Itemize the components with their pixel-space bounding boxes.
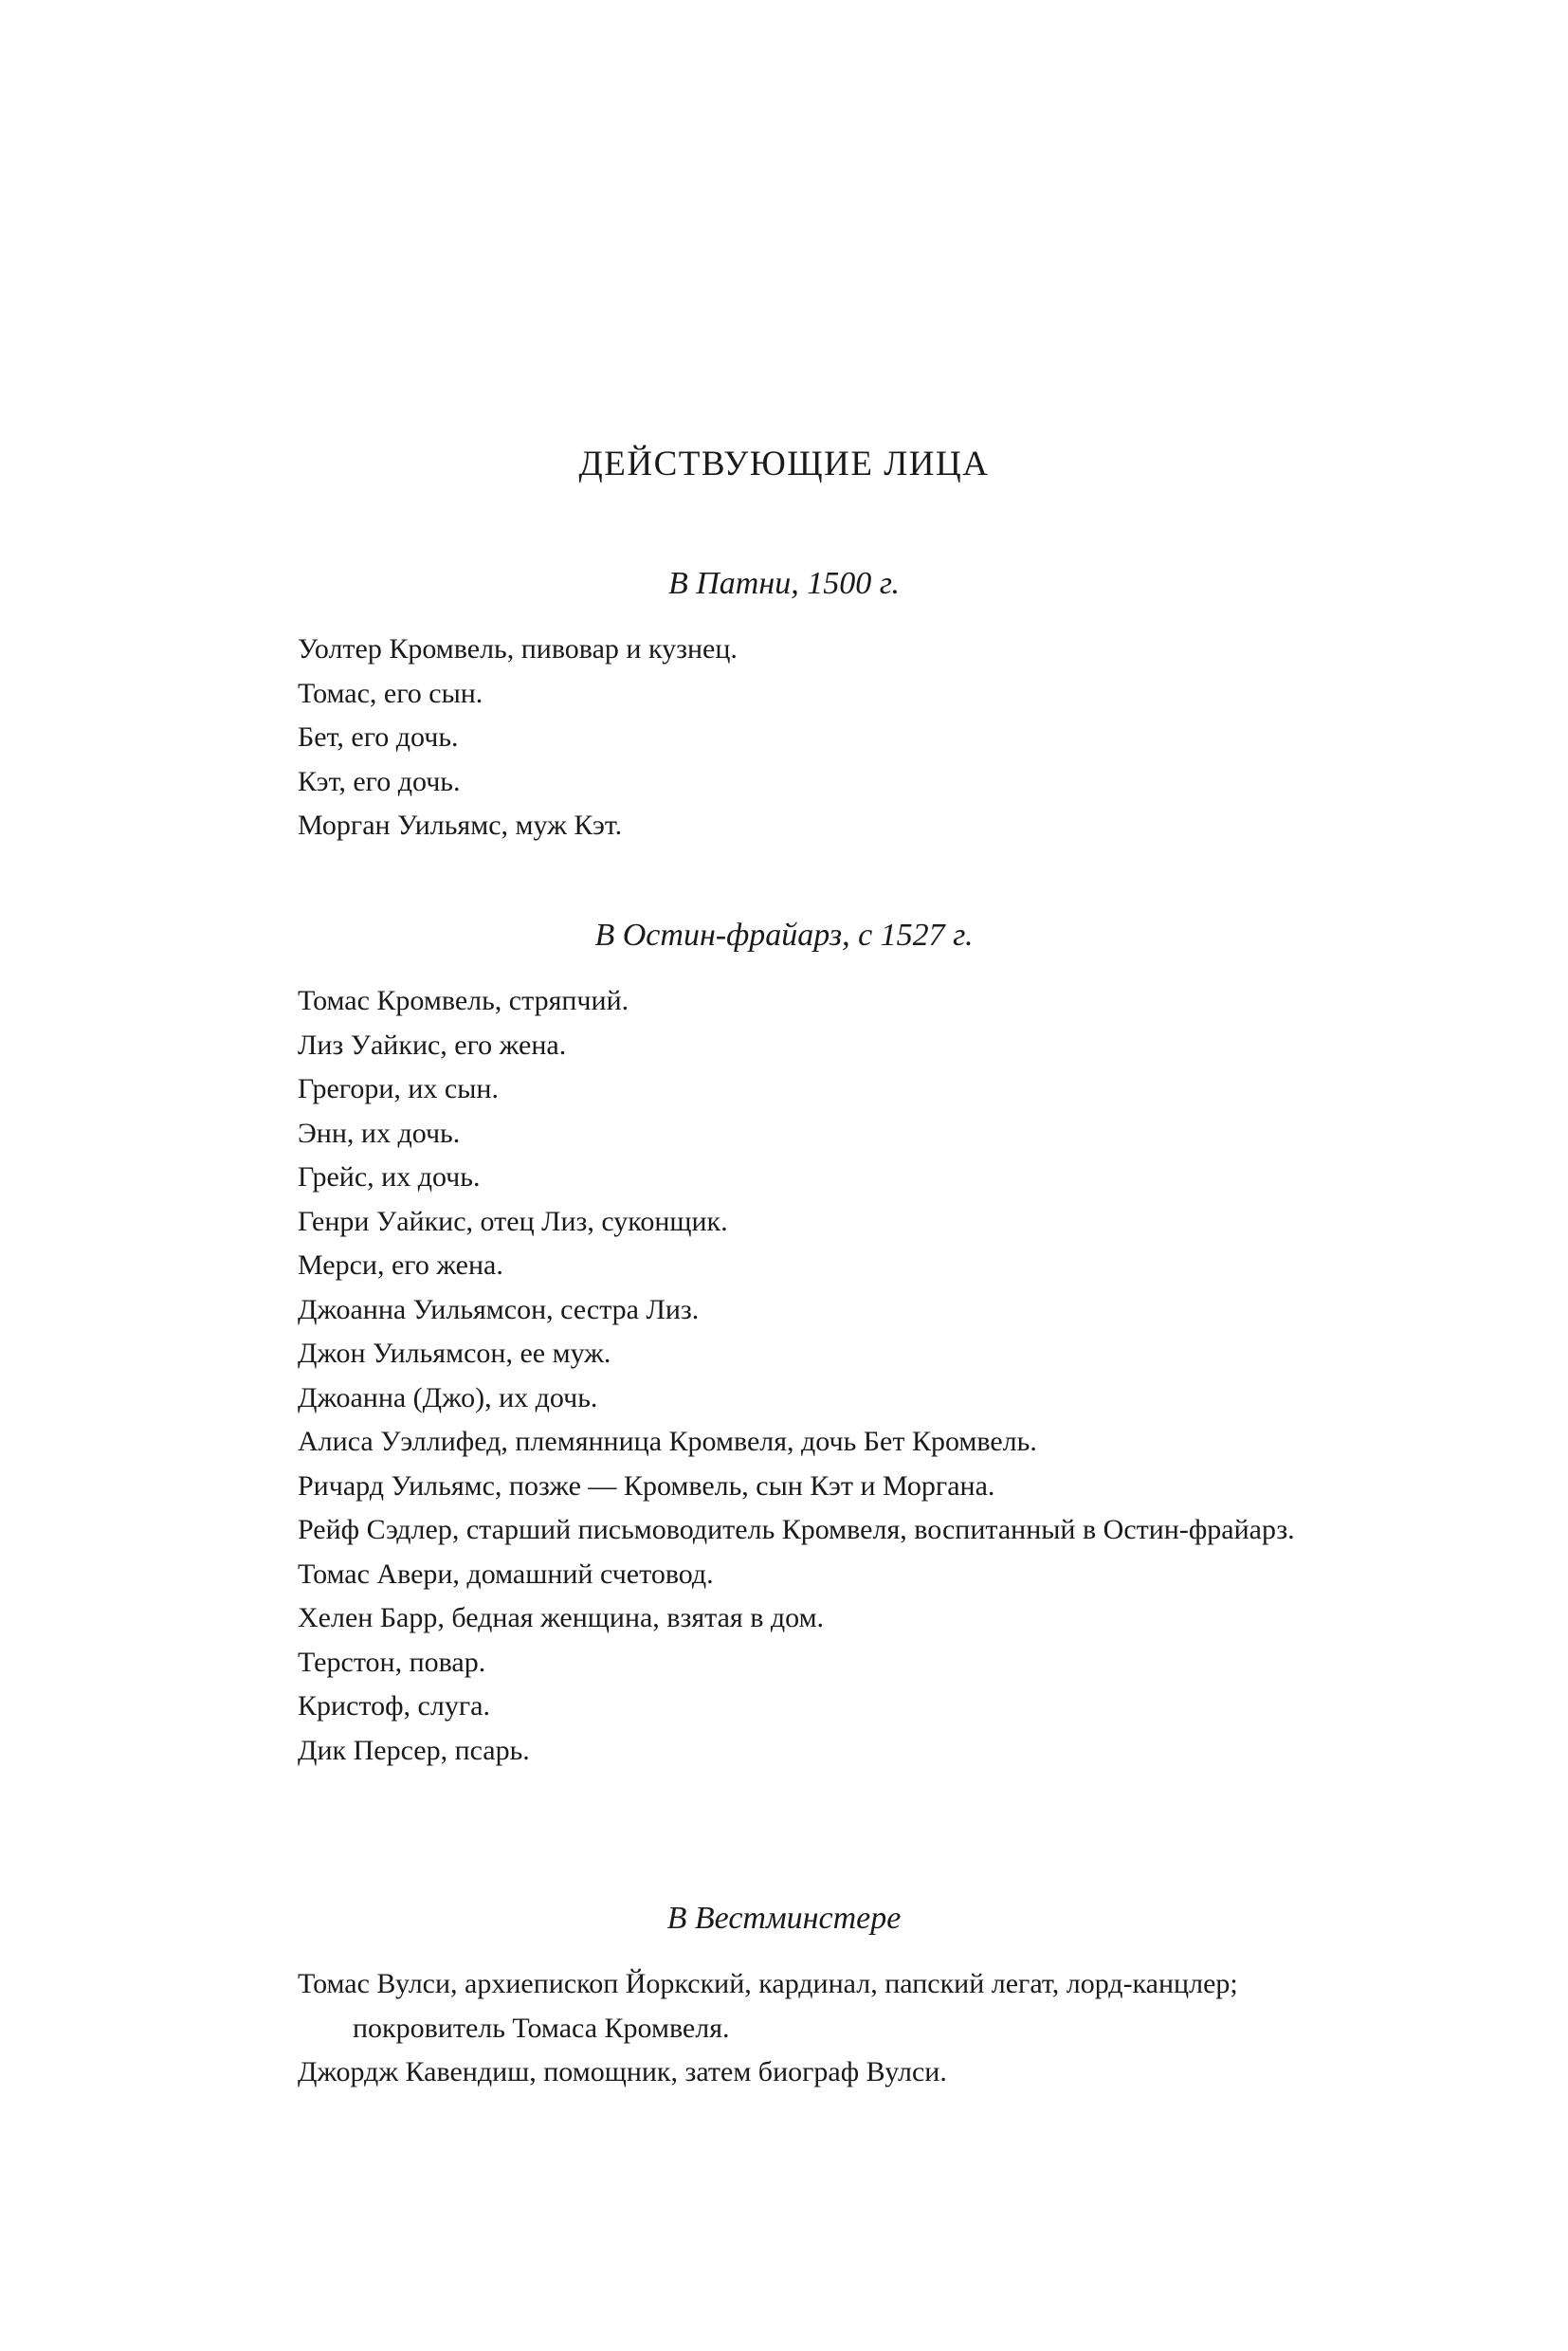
- character-list-austin-friars: [298, 979, 1359, 1773]
- character-entry: Лиз Уайкис, его жена.: [298, 1029, 567, 1061]
- character-entry: Джоанна (Джо), их дочь.: [298, 1381, 598, 1413]
- character-entry: Кэт, его дочь.: [298, 765, 461, 797]
- section-heading-putney: В Патни, 1500 г.: [667, 566, 901, 601]
- character-entry: Кристоф, слуга.: [298, 1690, 490, 1722]
- character-entry: Морган Уильямс, муж Кэт.: [298, 810, 623, 841]
- character-entry: Ричард Уильямс, позже — Кромвель, сын Кэт и Моргана.: [298, 1469, 995, 1502]
- character-entry: Мерси, его жена.: [298, 1249, 503, 1281]
- character-entry: Джордж Кавендиш, помощник, затем биограф Вулси.: [298, 2056, 947, 2087]
- character-entry: Терстон, повар.: [298, 1646, 486, 1678]
- character-entry: Хелен Барр, бедная женщина, взятая в дом.: [298, 1602, 825, 1633]
- character-entry: Энн, их дочь.: [298, 1117, 461, 1149]
- character-entry: Томас, его сын.: [298, 677, 483, 709]
- character-entry: Бет, его дочь.: [298, 721, 459, 753]
- character-entry: Уолтер Кромвель, пивовар и кузнец.: [298, 633, 738, 665]
- character-entry: Томас Вулси, архиепископ Йоркский, кардинал, папский легат, лорд-канцлер; покровитель Томаса Кромвеля.: [298, 1968, 1238, 2044]
- section-heading-westminster: В Вестминстере: [666, 1901, 902, 1936]
- character-entry: Томас Авери, домашний счетовод.: [298, 1558, 714, 1590]
- section-heading-austin-friars: В Остин-фрайарз, с 1527 г.: [594, 918, 974, 953]
- character-list-westminster: [298, 1962, 1359, 2095]
- character-entry: Грейс, их дочь.: [298, 1161, 481, 1193]
- character-entry: Джоанна Уильямсон, сестра Лиз.: [298, 1293, 700, 1325]
- character-list-putney: [298, 628, 1359, 848]
- character-entry: Грегори, их сын.: [298, 1073, 499, 1104]
- page-title: ДЕЙСТВУЮЩИЕ ЛИЦА: [578, 445, 990, 483]
- character-entry: Рейф Сэдлер, старший письмоводитель Кромвеля, воспитанный в Остин-фрайарз.: [298, 1514, 1295, 1545]
- character-entry: Томас Кромвель, стряпчий.: [298, 985, 629, 1016]
- character-entry: Джон Уильямсон, ее муж.: [298, 1338, 611, 1369]
- character-entry: Генри Уайкис, отец Лиз, суконщик.: [298, 1205, 728, 1237]
- character-entry: Алиса Уэллифед, племянница Кромвеля, дочь Бет Кромвель.: [298, 1426, 1037, 1457]
- character-entry: Дик Персер, псарь.: [298, 1734, 530, 1766]
